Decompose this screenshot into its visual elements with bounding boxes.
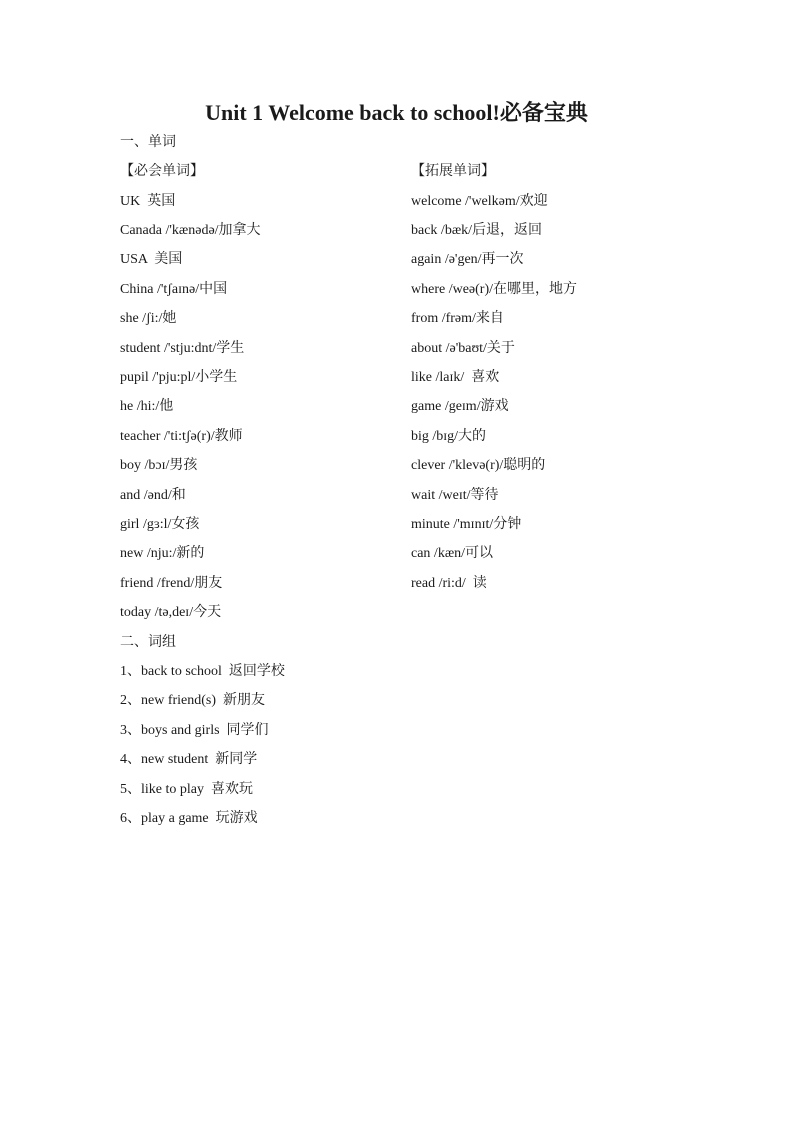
list-item: teacher /'ti:tʃə(r)/教师 [120,429,243,444]
list-item: big /bɪg/大的 [411,429,487,444]
list-item: UK 英国 [120,194,176,209]
list-item: from /frəm/来自 [411,311,504,326]
list-item: Canada /'kænədə/加拿大 [120,223,261,238]
list-item: back /bæk/后退，返回 [411,223,543,238]
list-item: and /ənd/和 [120,488,186,503]
list-item: clever /'klevə(r)/聪明的 [411,458,546,473]
list-item: game /geɪm/游戏 [411,399,509,414]
extended-words-heading: 【拓展单词】 [411,164,495,179]
list-item: USA 美国 [120,252,183,267]
list-item: today /tə,deɪ/今天 [120,605,222,620]
list-item: again /ə'gen/再一次 [411,252,524,267]
list-item: where /weə(r)/在哪里，地方 [411,282,578,297]
page-title: Unit 1 Welcome back to school!必备宝典 [205,100,588,125]
list-item: boy /bɔɪ/男孩 [120,458,198,473]
list-item: girl /gɜ:l/女孩 [120,517,200,532]
list-item: can /kæn/可以 [411,546,494,561]
list-item: minute /'mɪnɪt/分钟 [411,517,522,532]
list-item: 1、back to school 返回学校 [120,664,285,679]
list-item: 4、new student 新同学 [120,752,258,767]
list-item: student /'stju:dnt/学生 [120,341,245,356]
list-item: about /ə'baʊt/关于 [411,341,515,356]
list-item: read /ri:d/ 读 [411,576,487,591]
list-item: welcome /'welkəm/欢迎 [411,194,548,209]
list-item: friend /frend/朋友 [120,576,223,591]
list-item: China /'tʃaɪnə/中国 [120,282,228,297]
list-item: she /ʃi:/她 [120,311,177,326]
list-item: like /laɪk/ 喜欢 [411,370,500,385]
list-item: 6、play a game 玩游戏 [120,811,258,826]
list-item: new /nju:/新的 [120,546,205,561]
section-heading-words: 一、单词 [120,135,176,150]
section-heading-phrases: 二、词组 [120,635,176,650]
list-item: wait /weɪt/等待 [411,488,499,503]
required-words-heading: 【必会单词】 [120,164,204,179]
list-item: 5、like to play 喜欢玩 [120,782,253,797]
list-item: 3、boys and girls 同学们 [120,723,269,738]
list-item: he /hi:/他 [120,399,174,414]
list-item: 2、new friend(s) 新朋友 [120,693,266,708]
list-item: pupil /'pju:pl/小学生 [120,370,238,385]
